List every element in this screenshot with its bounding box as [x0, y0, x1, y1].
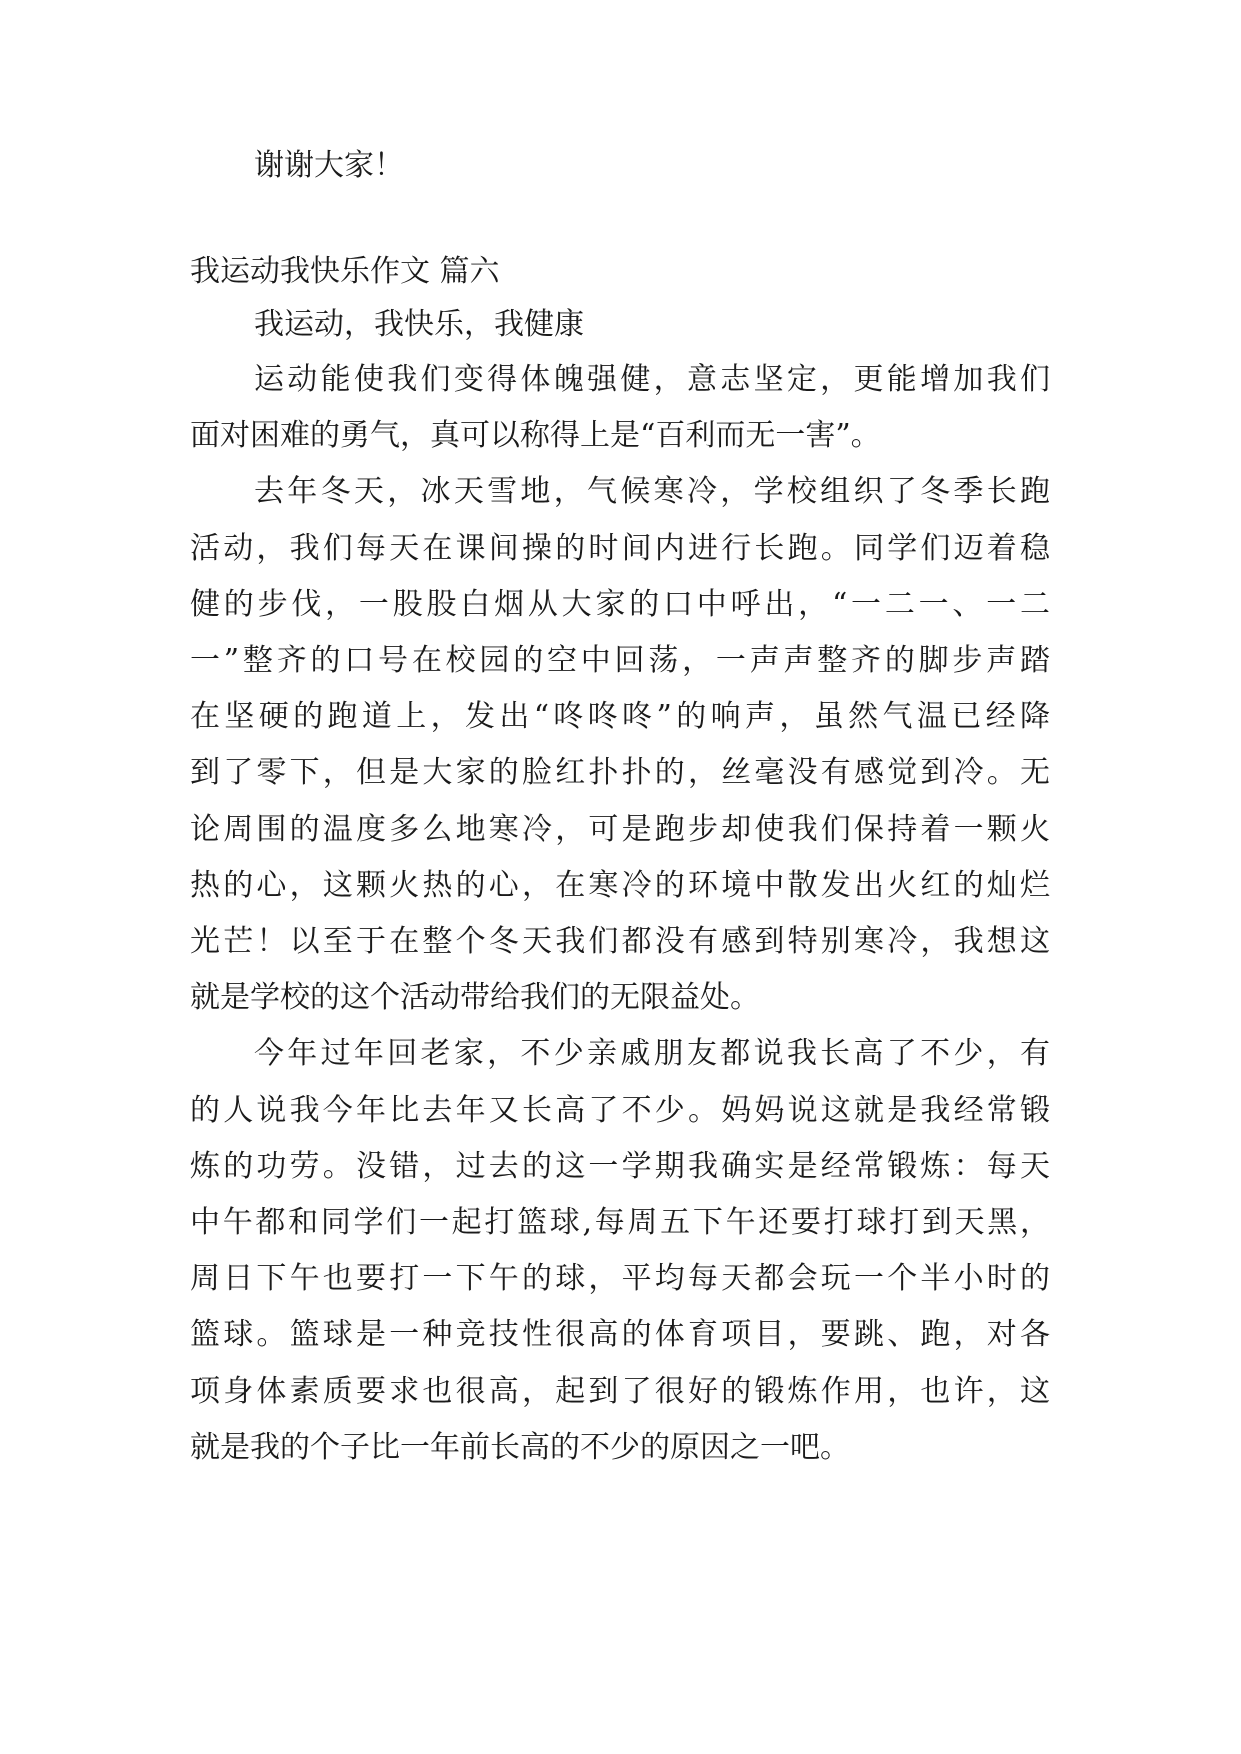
paragraph-1-line-1: 运动能使我们变得体魄强健，意志坚定，更能增加我们	[254, 362, 1050, 397]
section-title: 我运动我快乐作文 篇六	[190, 254, 500, 289]
paragraph-1-line-2: 面对困难的勇气，真可以称得上是“百利而无一害”。	[190, 418, 881, 453]
paragraph-2-line-9: 光芒！以至于在整个冬天我们都没有感到特别寒冷，我想这	[190, 924, 1050, 959]
paragraph-2-line-10: 就是学校的这个活动带给我们的无限益处。	[190, 980, 760, 1015]
paragraph-2-line-6: 到了零下，但是大家的脸红扑扑的，丝毫没有感觉到冷。无	[190, 755, 1050, 790]
paragraph-2-line-1: 去年冬天，冰天雪地，气候寒冷，学校组织了冬季长跑	[254, 474, 1050, 509]
paragraph-3-line-2: 的人说我今年比去年又长高了不少。妈妈说这就是我经常锻	[190, 1093, 1050, 1128]
paragraph-2-line-8: 热的心，这颗火热的心，在寒冷的环境中散发出火红的灿烂	[190, 868, 1050, 903]
paragraph-2-line-2: 活动，我们每天在课间操的时间内进行长跑。同学们迈着稳	[190, 531, 1050, 566]
essay-subtitle: 我运动，我快乐，我健康	[254, 307, 584, 342]
paragraph-3-line-7: 项身体素质要求也很高，起到了很好的锻炼作用，也许，这	[190, 1374, 1050, 1409]
paragraph-3-line-3: 炼的功劳。没错，过去的这一学期我确实是经常锻炼：每天	[190, 1149, 1050, 1184]
paragraph-3-line-4: 中午都和同学们一起打篮球,每周五下午还要打球打到天黑，	[190, 1205, 1050, 1240]
paragraph-3-line-8: 就是我的个子比一年前长高的不少的原因之一吧。	[190, 1430, 850, 1465]
paragraph-2-line-3: 健的步伐，一股股白烟从大家的口中呼出，“一二一、一二	[190, 587, 1050, 622]
paragraph-3-line-1: 今年过年回老家，不少亲戚朋友都说我长高了不少，有	[254, 1036, 1050, 1071]
paragraph-2-line-5: 在坚硬的跑道上，发出“咚咚咚”的响声，虽然气温已经降	[190, 699, 1050, 734]
paragraph-2-line-4: 一”整齐的口号在校园的空中回荡，一声声整齐的脚步声踏	[190, 643, 1050, 678]
paragraph-2-line-7: 论周围的温度多么地寒冷，可是跑步却使我们保持着一颗火	[190, 812, 1050, 847]
closing-line: 谢谢大家！	[254, 148, 404, 183]
paragraph-3-line-5: 周日下午也要打一下午的球，平均每天都会玩一个半小时的	[190, 1261, 1050, 1296]
paragraph-3-line-6: 篮球。篮球是一种竞技性很高的体育项目，要跳、跑，对各	[190, 1317, 1050, 1352]
